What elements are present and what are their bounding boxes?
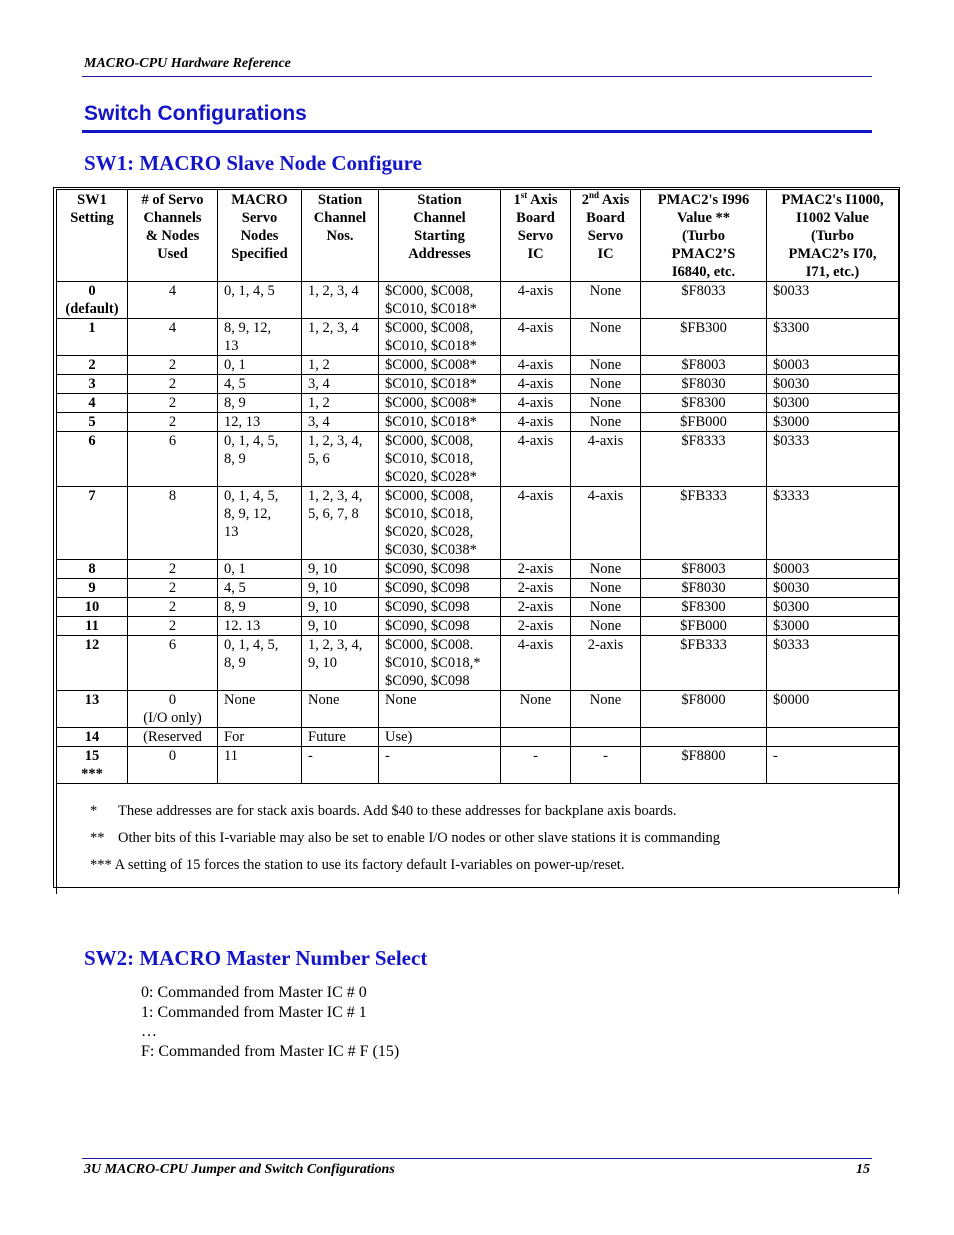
- cell-setting: 5: [57, 413, 128, 432]
- cell-starting-addresses: $C090, $C098: [379, 579, 501, 598]
- table-row: [57, 375, 899, 394]
- note-1: [90, 803, 676, 820]
- cell-i996-value: $F8333: [641, 432, 767, 487]
- cell-second-axis: None: [571, 356, 641, 375]
- cell-i1000-value: $0033: [767, 282, 899, 319]
- cell-i996-value: $FB300: [641, 319, 767, 356]
- col-header-second-axis: 2nd Axis Board Servo IC: [571, 190, 641, 282]
- cell-second-axis: [571, 728, 641, 747]
- cell-station-channels: -: [302, 747, 379, 784]
- col-header-first-axis: 1st Axis Board Servo IC: [501, 190, 571, 282]
- cell-channels: 2: [128, 560, 218, 579]
- note-2-mark: **: [90, 830, 105, 846]
- cell-first-axis: 4-axis: [501, 394, 571, 413]
- cell-first-axis: 2-axis: [501, 560, 571, 579]
- cell-station-channels: 1, 2: [302, 394, 379, 413]
- cell-i1000-value: $0000: [767, 691, 899, 728]
- cell-macro-nodes: None: [218, 691, 302, 728]
- cell-station-channels: 1, 2, 3, 4: [302, 282, 379, 319]
- cell-i996-value: $F8030: [641, 579, 767, 598]
- cell-macro-nodes: 12, 13: [218, 413, 302, 432]
- cell-setting: 4: [57, 394, 128, 413]
- cell-i1000-value: $0300: [767, 598, 899, 617]
- cell-setting: 14: [57, 728, 128, 747]
- cell-starting-addresses: $C000, $C008*: [379, 394, 501, 413]
- cell-first-axis: 4-axis: [501, 487, 571, 560]
- cell-setting: 8: [57, 560, 128, 579]
- cell-i996-value: $F8003: [641, 560, 767, 579]
- cell-i1000-value: $0030: [767, 375, 899, 394]
- sw2-item: …: [141, 1023, 157, 1040]
- cell-i996-value: $F8000: [641, 691, 767, 728]
- cell-channels: 2: [128, 598, 218, 617]
- cell-first-axis: 2-axis: [501, 617, 571, 636]
- cell-station-channels: 3, 4: [302, 413, 379, 432]
- cell-second-axis: 4-axis: [571, 487, 641, 560]
- cell-starting-addresses: $C090, $C098: [379, 560, 501, 579]
- col-header-servo-channels: # of Servo Channels & Nodes Used: [128, 190, 218, 282]
- cell-channels: 4: [128, 282, 218, 319]
- table-row: [57, 747, 899, 784]
- sw2-item: F: Commanded from Master IC # F (15): [141, 1042, 400, 1060]
- cell-channels: 6: [128, 636, 218, 691]
- running-header-title: MACRO-CPU Hardware Reference: [84, 56, 291, 71]
- cell-station-channels: 1, 2, 3, 4: [302, 319, 379, 356]
- cell-i1000-value: $0333: [767, 636, 899, 691]
- cell-second-axis: 2-axis: [571, 636, 641, 691]
- cell-macro-nodes: 0, 1, 4, 5, 8, 9: [218, 432, 302, 487]
- cell-station-channels: Future: [302, 728, 379, 747]
- table-row: [57, 598, 899, 617]
- cell-station-channels: 9, 10: [302, 560, 379, 579]
- cell-macro-nodes: 0, 1, 4, 5: [218, 282, 302, 319]
- cell-first-axis: 4-axis: [501, 375, 571, 394]
- cell-macro-nodes: For: [218, 728, 302, 747]
- cell-macro-nodes: 0, 1, 4, 5, 8, 9: [218, 636, 302, 691]
- cell-second-axis: None: [571, 413, 641, 432]
- cell-station-channels: 9, 10: [302, 598, 379, 617]
- note-1-text: These addresses are for stack axis boards. Add $40 to these addresses for backplane axis boards.: [118, 803, 677, 819]
- table-row: [57, 413, 899, 432]
- cell-starting-addresses: $C090, $C098: [379, 617, 501, 636]
- sw2-title: SW2: MACRO Master Number Select: [84, 946, 428, 970]
- sw2-item: 0: Commanded from Master IC # 0: [141, 984, 367, 1001]
- col-header-station-channel: Station Channel Nos.: [302, 190, 379, 282]
- cell-starting-addresses: $C000, $C008, $C010, $C018, $C020, $C028*: [379, 432, 501, 487]
- cell-channels: (Reserved: [128, 728, 218, 747]
- cell-channels: 2: [128, 579, 218, 598]
- cell-channels: 6: [128, 432, 218, 487]
- cell-macro-nodes: 8, 9: [218, 598, 302, 617]
- cell-i1000-value: $0300: [767, 394, 899, 413]
- note-2-text: Other bits of this I-variable may also be set to enable I/O nodes or other slave stations it is commanding: [118, 830, 721, 846]
- section-title: Switch Configurations: [84, 102, 307, 125]
- cell-channels: 2: [128, 356, 218, 375]
- sw1-config-table: [56, 189, 899, 894]
- cell-i996-value: $F8300: [641, 394, 767, 413]
- cell-i1000-value: $0030: [767, 579, 899, 598]
- note-1-mark: *: [90, 803, 98, 819]
- cell-starting-addresses: $C090, $C098: [379, 598, 501, 617]
- cell-station-channels: 9, 10: [302, 579, 379, 598]
- page-number: 15: [856, 1162, 870, 1177]
- col-header-sw1-setting: SW1 Setting: [57, 190, 128, 282]
- note-3: [90, 857, 624, 874]
- sw1-title: SW1: MACRO Slave Node Configure: [84, 151, 422, 175]
- table-body: [57, 282, 899, 784]
- cell-setting: 11: [57, 617, 128, 636]
- cell-channels: 4: [128, 319, 218, 356]
- cell-first-axis: 4-axis: [501, 432, 571, 487]
- cell-setting: 9: [57, 579, 128, 598]
- cell-first-axis: None: [501, 691, 571, 728]
- cell-station-channels: 3, 4: [302, 375, 379, 394]
- cell-i1000-value: $3300: [767, 319, 899, 356]
- cell-second-axis: None: [571, 560, 641, 579]
- footer-rule: [82, 1158, 872, 1159]
- cell-station-channels: 1, 2, 3, 4, 5, 6, 7, 8: [302, 487, 379, 560]
- table-row: [57, 617, 899, 636]
- sw2-item: 1: Commanded from Master IC # 1: [141, 1003, 367, 1021]
- cell-second-axis: None: [571, 319, 641, 356]
- note-3-mark: ***: [90, 857, 112, 873]
- table-row: [57, 432, 899, 487]
- footer-title: 3U MACRO-CPU Jumper and Switch Configurations: [84, 1162, 395, 1177]
- cell-i996-value: $F8033: [641, 282, 767, 319]
- cell-first-axis: 4-axis: [501, 282, 571, 319]
- cell-i996-value: $FB333: [641, 487, 767, 560]
- cell-setting: 6: [57, 432, 128, 487]
- cell-i1000-value: $0333: [767, 432, 899, 487]
- cell-setting: 13: [57, 691, 128, 728]
- cell-station-channels: 1, 2, 3, 4, 5, 6: [302, 432, 379, 487]
- cell-second-axis: None: [571, 282, 641, 319]
- cell-second-axis: None: [571, 617, 641, 636]
- cell-starting-addresses: $C000, $C008*: [379, 356, 501, 375]
- table-row: [57, 356, 899, 375]
- header-rule: [82, 76, 872, 77]
- cell-setting: 12: [57, 636, 128, 691]
- cell-setting: 10: [57, 598, 128, 617]
- cell-i996-value: $F8800: [641, 747, 767, 784]
- cell-station-channels: 9, 10: [302, 617, 379, 636]
- cell-second-axis: None: [571, 691, 641, 728]
- table-row: [57, 728, 899, 747]
- cell-setting: 3: [57, 375, 128, 394]
- cell-station-channels: None: [302, 691, 379, 728]
- table-row: [57, 691, 899, 728]
- cell-first-axis: -: [501, 747, 571, 784]
- cell-second-axis: None: [571, 598, 641, 617]
- cell-first-axis: [501, 728, 571, 747]
- table-header-row: [57, 190, 899, 282]
- table-row: [57, 579, 899, 598]
- cell-macro-nodes: 8, 9: [218, 394, 302, 413]
- cell-setting: 0 (default): [57, 282, 128, 319]
- cell-macro-nodes: 12. 13: [218, 617, 302, 636]
- cell-channels: 2: [128, 394, 218, 413]
- cell-station-channels: 1, 2: [302, 356, 379, 375]
- cell-channels: 2: [128, 413, 218, 432]
- cell-first-axis: 4-axis: [501, 319, 571, 356]
- table-row: [57, 487, 899, 560]
- cell-i996-value: $FB333: [641, 636, 767, 691]
- cell-macro-nodes: 0, 1: [218, 560, 302, 579]
- cell-macro-nodes: 0, 1, 4, 5, 8, 9, 12, 13: [218, 487, 302, 560]
- cell-first-axis: 2-axis: [501, 598, 571, 617]
- cell-first-axis: 4-axis: [501, 413, 571, 432]
- cell-i1000-value: -: [767, 747, 899, 784]
- table-row: [57, 560, 899, 579]
- cell-i996-value: $F8003: [641, 356, 767, 375]
- table-row: [57, 394, 899, 413]
- cell-i996-value: $F8300: [641, 598, 767, 617]
- cell-starting-addresses: $C010, $C018*: [379, 413, 501, 432]
- cell-i996-value: $FB000: [641, 413, 767, 432]
- cell-setting: 1: [57, 319, 128, 356]
- cell-starting-addresses: $C000, $C008, $C010, $C018*: [379, 319, 501, 356]
- col-header-starting-addresses: Station Channel Starting Addresses: [379, 190, 501, 282]
- sw2-list: [141, 983, 399, 1061]
- cell-second-axis: 4-axis: [571, 432, 641, 487]
- note-2: [90, 830, 720, 847]
- cell-starting-addresses: $C010, $C018*: [379, 375, 501, 394]
- table-row: [57, 282, 899, 319]
- cell-starting-addresses: -: [379, 747, 501, 784]
- cell-macro-nodes: 4, 5: [218, 579, 302, 598]
- cell-macro-nodes: 8, 9, 12, 13: [218, 319, 302, 356]
- cell-starting-addresses: None: [379, 691, 501, 728]
- cell-second-axis: None: [571, 394, 641, 413]
- cell-i1000-value: [767, 728, 899, 747]
- cell-i1000-value: $0003: [767, 356, 899, 375]
- cell-i996-value: $F8030: [641, 375, 767, 394]
- col-header-i996-value: PMAC2's I996 Value ** (Turbo PMAC2’S I6840, etc.: [641, 190, 767, 282]
- cell-i996-value: [641, 728, 767, 747]
- section-rule: [82, 130, 872, 133]
- cell-setting: 15 ***: [57, 747, 128, 784]
- table-row: [57, 319, 899, 356]
- cell-second-axis: -: [571, 747, 641, 784]
- note-3-text: A setting of 15 forces the station to use its factory default I-variables on power-up/reset.: [114, 857, 625, 873]
- cell-setting: 7: [57, 487, 128, 560]
- cell-i1000-value: $3000: [767, 413, 899, 432]
- cell-station-channels: 1, 2, 3, 4, 9, 10: [302, 636, 379, 691]
- cell-second-axis: None: [571, 375, 641, 394]
- cell-starting-addresses: $C000, $C008, $C010, $C018, $C020, $C028, $C030, $C038*: [379, 487, 501, 560]
- cell-macro-nodes: 4, 5: [218, 375, 302, 394]
- cell-channels: 2: [128, 375, 218, 394]
- cell-channels: 8: [128, 487, 218, 560]
- cell-starting-addresses: $C000, $C008. $C010, $C018,* $C090, $C098: [379, 636, 501, 691]
- col-header-i1000-value: PMAC2's I1000, I1002 Value (Turbo PMAC2’s I70, I71, etc.): [767, 190, 899, 282]
- table-row: [57, 636, 899, 691]
- cell-second-axis: None: [571, 579, 641, 598]
- cell-channels: 2: [128, 617, 218, 636]
- cell-i1000-value: $0003: [767, 560, 899, 579]
- cell-starting-addresses: $C000, $C008, $C010, $C018*: [379, 282, 501, 319]
- cell-setting: 2: [57, 356, 128, 375]
- cell-i1000-value: $3000: [767, 617, 899, 636]
- cell-i996-value: $FB000: [641, 617, 767, 636]
- cell-i1000-value: $3333: [767, 487, 899, 560]
- cell-macro-nodes: 0, 1: [218, 356, 302, 375]
- cell-first-axis: 4-axis: [501, 636, 571, 691]
- cell-channels: 0 (I/O only): [128, 691, 218, 728]
- cell-first-axis: 4-axis: [501, 356, 571, 375]
- cell-first-axis: 2-axis: [501, 579, 571, 598]
- col-header-macro-nodes: MACRO Servo Nodes Specified: [218, 190, 302, 282]
- cell-macro-nodes: 11: [218, 747, 302, 784]
- cell-starting-addresses: Use): [379, 728, 501, 747]
- cell-channels: 0: [128, 747, 218, 784]
